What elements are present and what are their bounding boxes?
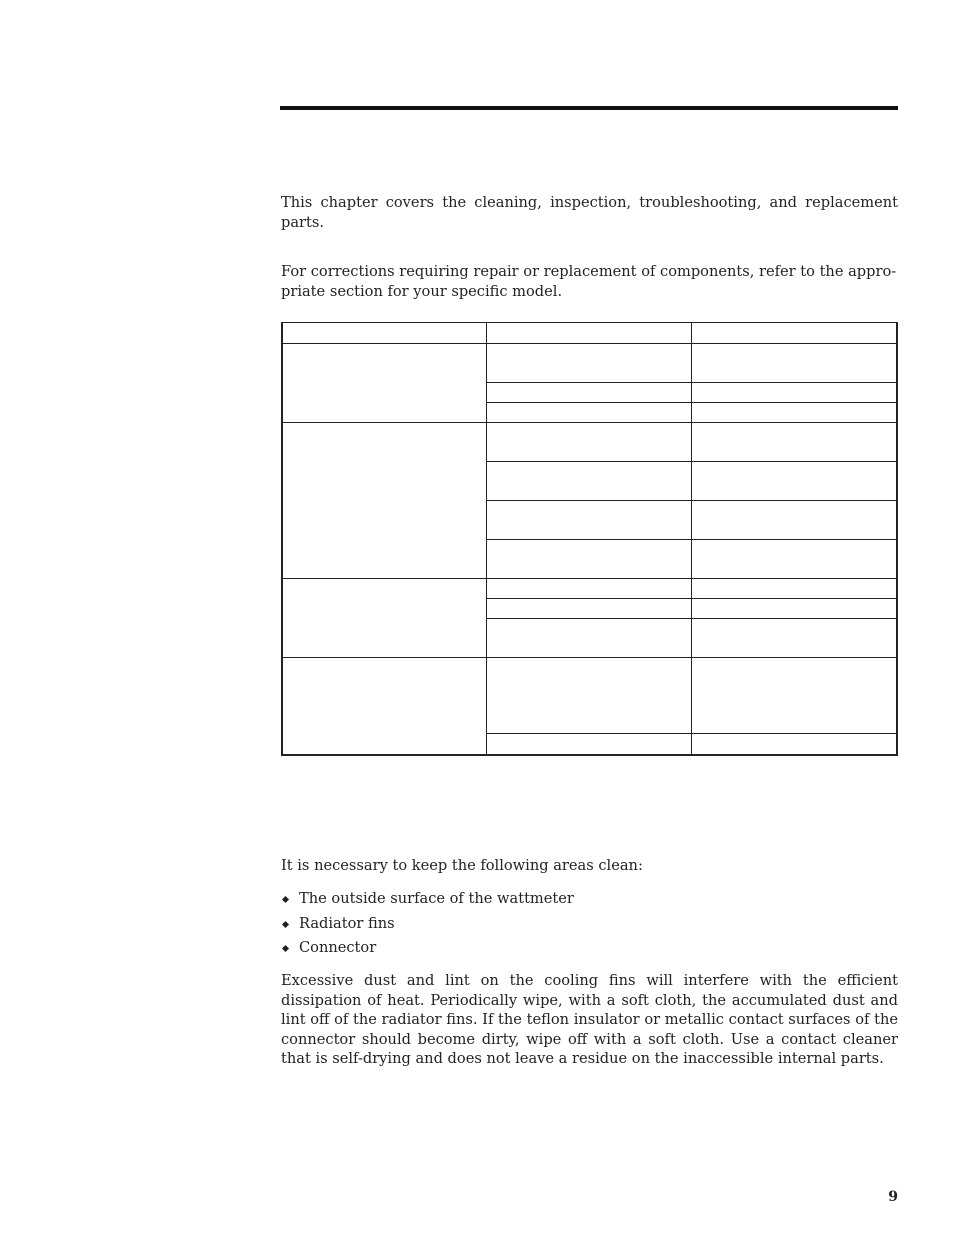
- table-cell: [282, 323, 487, 344]
- table-cell: [487, 344, 692, 383]
- list-item: The outside surface of the wattmeter: [281, 887, 574, 912]
- chapter-intro-paragraph: This chapter covers the cleaning, inspection, troubleshooting, and replacement parts.: [281, 194, 898, 231]
- table-cell: [691, 619, 897, 658]
- table-cell: [691, 462, 897, 501]
- table-cell: [487, 423, 692, 462]
- table-cell: [691, 383, 897, 403]
- cleaning-areas-list: [281, 887, 574, 961]
- table-cell: [487, 579, 692, 599]
- table-cell: [691, 734, 897, 755]
- table-cell: [282, 658, 487, 755]
- diamond-bullet-icon: [282, 921, 289, 928]
- table-cell: [691, 658, 897, 734]
- list-item: Connector: [281, 936, 574, 961]
- table-row: [282, 344, 897, 383]
- table-cell: [487, 658, 692, 734]
- list-item: Radiator fins: [281, 912, 574, 937]
- table-cell: [282, 344, 487, 423]
- table-cell: [691, 403, 897, 423]
- table-cell: [691, 540, 897, 579]
- table-row: [282, 423, 897, 462]
- table-cell: [487, 619, 692, 658]
- table-cell: [487, 540, 692, 579]
- diamond-bullet-icon: [282, 896, 289, 903]
- table-cell: [691, 599, 897, 619]
- page-number: 9: [888, 1189, 898, 1205]
- table-cell: [282, 423, 487, 579]
- table-cell: [282, 579, 487, 658]
- table-cell: [487, 403, 692, 423]
- table-cell: [691, 344, 897, 383]
- table-cell: [691, 501, 897, 540]
- table-row: [282, 658, 897, 734]
- reference-paragraph: For corrections requiring repair or replacement of components, refer to the appro- priate section for your specific model.: [281, 263, 897, 300]
- table-cell: [691, 423, 897, 462]
- table-cell: [487, 501, 692, 540]
- table-row: [282, 323, 897, 344]
- cleaning-intro-paragraph: It is necessary to keep the following areas clean:: [281, 857, 643, 874]
- table-cell: [691, 579, 897, 599]
- table-cell: [487, 734, 692, 755]
- table-row: [282, 579, 897, 599]
- cleaning-body-paragraph: Excessive dust and lint on the cooling fins will interfere with the efficient dissipation of heat. Periodically wipe, with a soft cloth, the accumulated dust and lint off of the radiator fins. If the teflon insulator or metallic contact surfaces of the connector should become dirty, wipe off with a soft cloth. Use a contact cleaner that is self-drying and does not leave a residue on the inaccessible internal parts.: [281, 972, 898, 1067]
- table-cell: [487, 462, 692, 501]
- table-cell: [487, 383, 692, 403]
- table-cell: [487, 323, 692, 344]
- troubleshooting-table: [281, 322, 898, 756]
- table-cell: [691, 323, 897, 344]
- diamond-bullet-icon: [282, 945, 289, 952]
- table-cell: [487, 599, 692, 619]
- chapter-top-rule: [280, 106, 898, 110]
